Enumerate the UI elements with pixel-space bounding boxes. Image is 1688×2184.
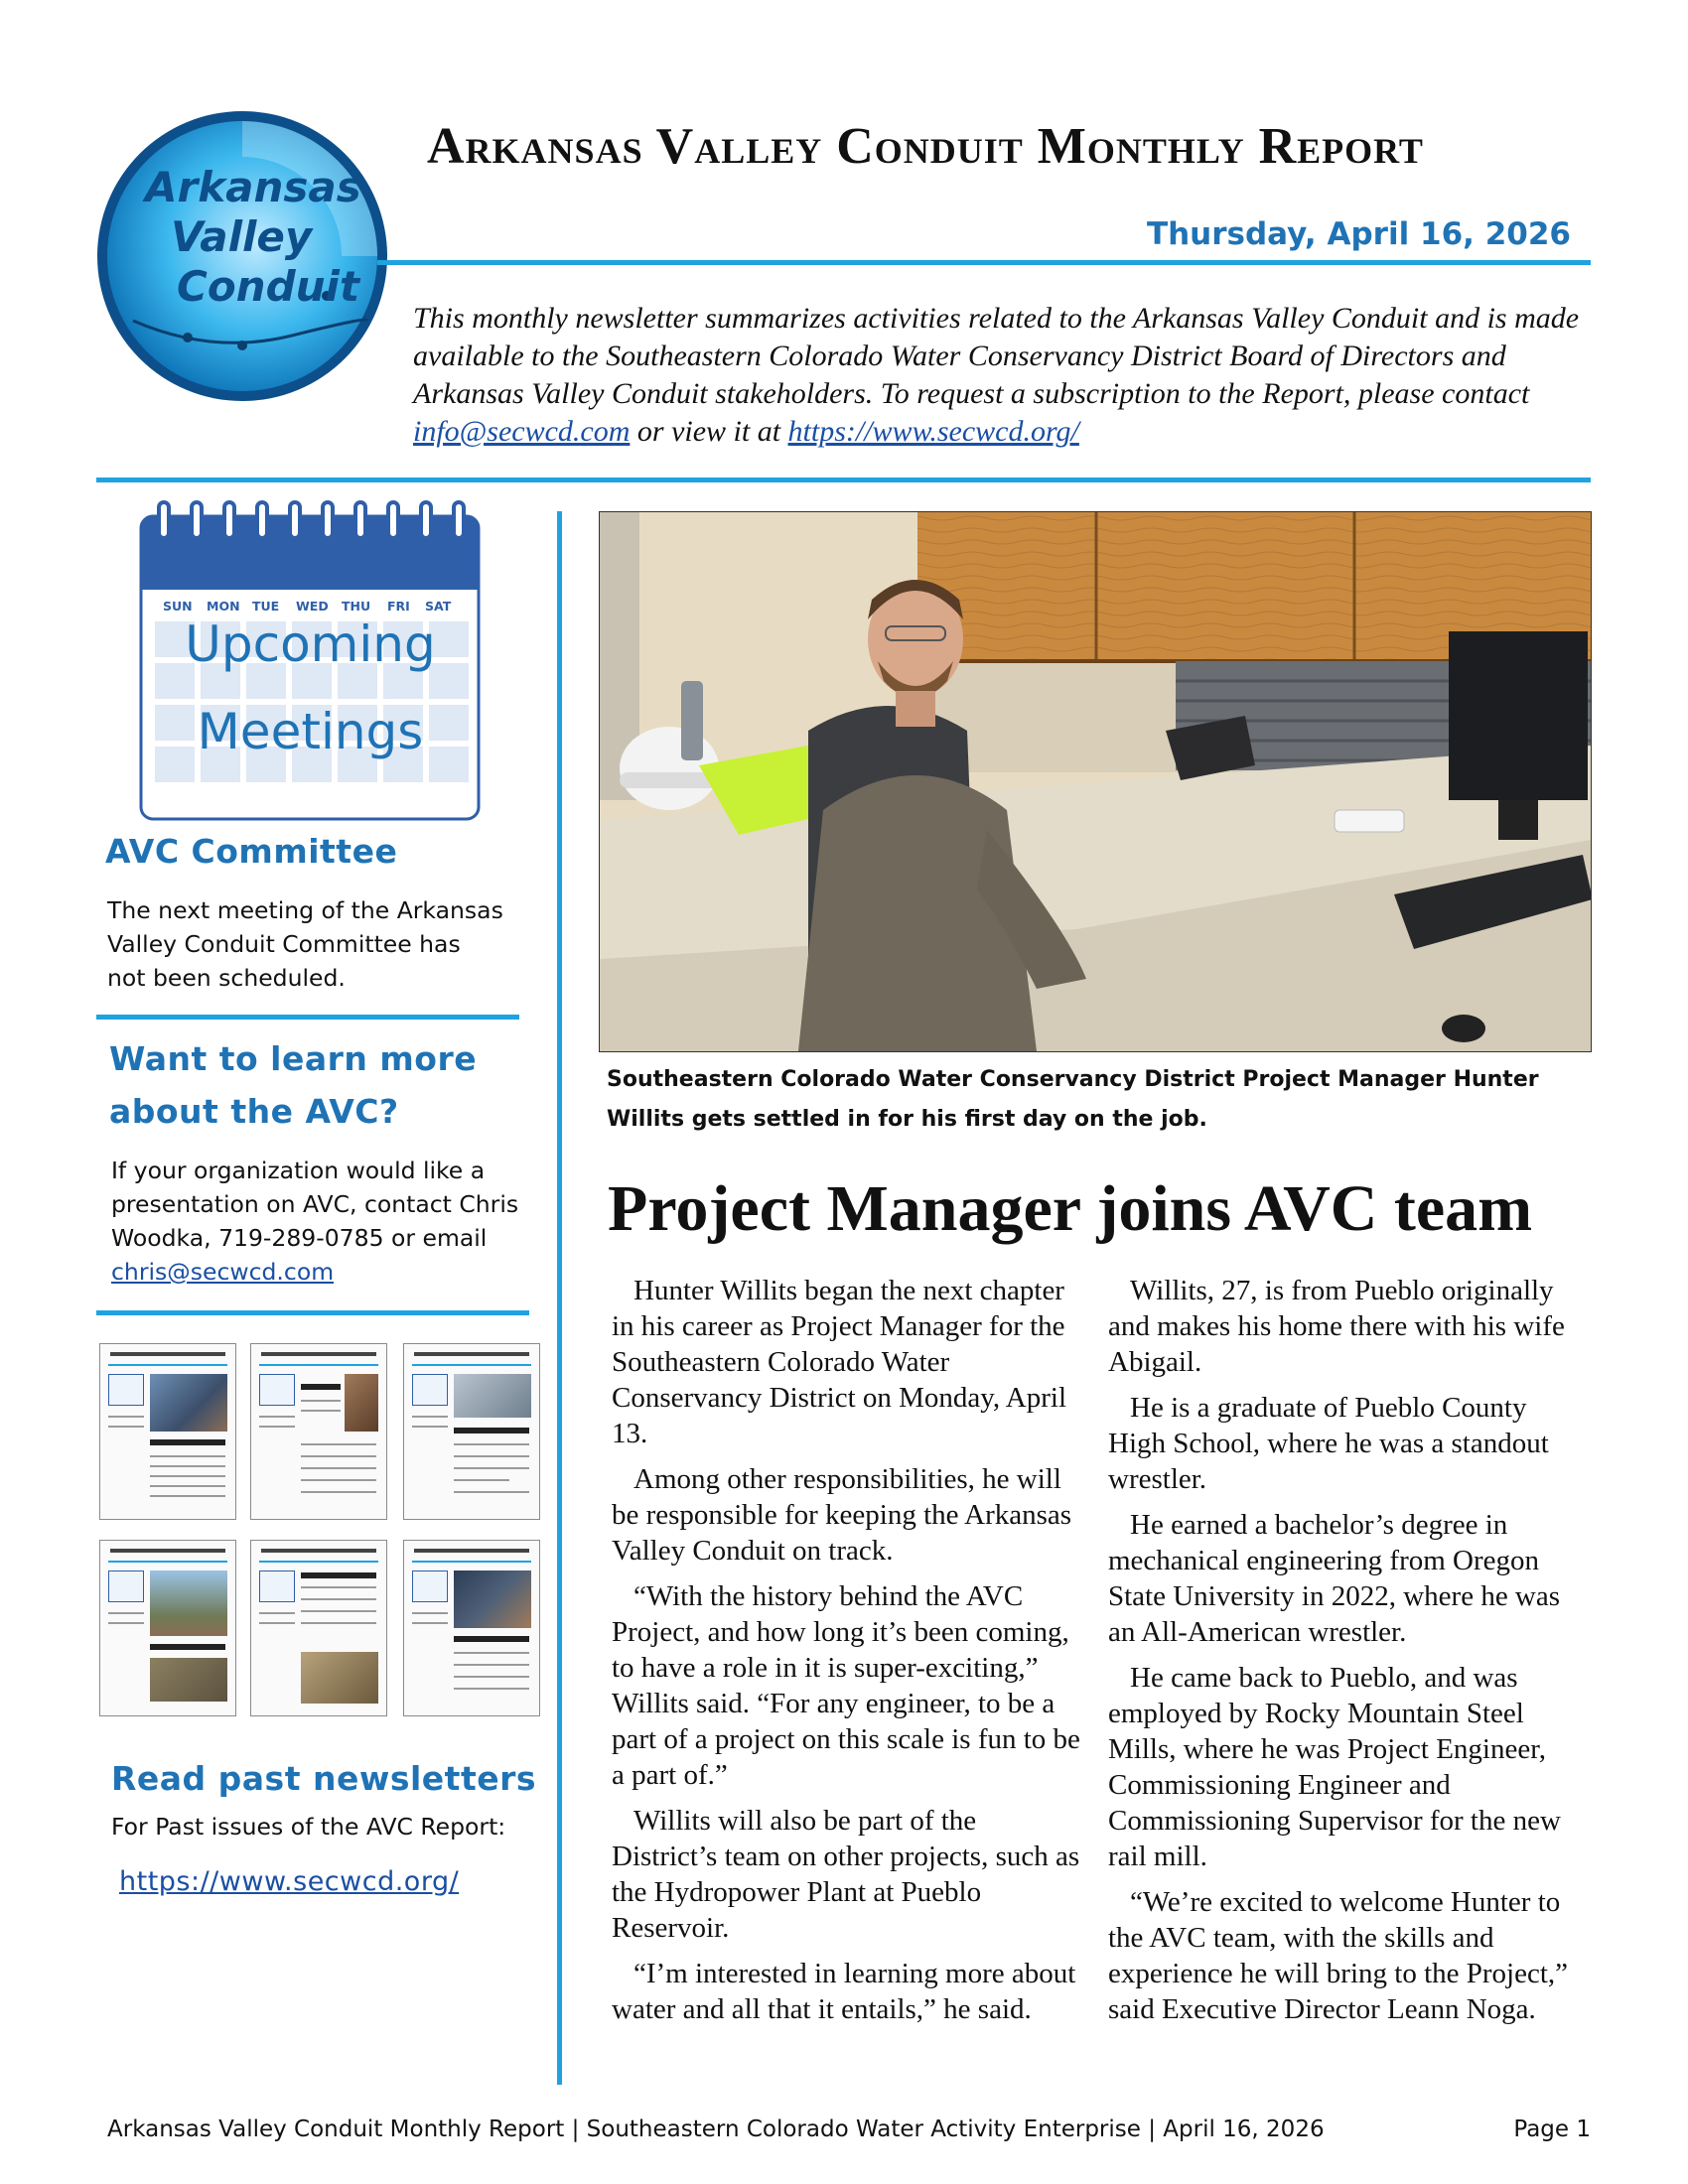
top-rule — [377, 260, 1591, 265]
learn-more-text: If your organization would like a presentation on AVC, contact Chris Woodka, 719-289-0785 or email — [111, 1157, 519, 1252]
cal-day-sat: SAT — [425, 599, 452, 614]
intro-text: This monthly newsletter summarizes activities related to the Arkansas Valley Conduit and is made available to the Southeastern Colorado Water Conservancy District Board of Directors and Arkansas Valley Conduit stakeholders. To request a subscription to the Report, please contact — [413, 302, 1580, 410]
past-issue-thumbnail[interactable] — [403, 1343, 540, 1520]
article-paragraph: He came back to Pueblo, and was employed by Rocky Mountain Steel Mills, where he was Project Engineer, Commissioning Engineer and Commissioning Supervisor for the new rail mill. — [1108, 1662, 1561, 1872]
committee-heading: AVC Committee — [105, 832, 398, 871]
logo-word-arkansas: Arkansas — [145, 163, 361, 211]
cal-day-wed: WED — [296, 599, 329, 614]
past-issue-thumbnail[interactable] — [250, 1343, 387, 1520]
article-paragraph: Hunter Willits began the next chapter in his career as Project Manager for the Southeastern Colorado Water Conservancy District on Monday, April 13. — [612, 1275, 1067, 1449]
article-paragraph: “With the history behind the AVC Project, and how long it’s been coming, to have a role in it is super-exciting,” Willits said. “For any engineer, to be a part of a project on this scale is fun to be a part of.” — [612, 1580, 1080, 1791]
column-divider — [557, 511, 562, 2085]
past-issue-thumbnail[interactable] — [99, 1343, 236, 1520]
article-column-2 — [1108, 1273, 1585, 2037]
past-issue-thumbnail[interactable] — [250, 1540, 387, 1716]
article-column-1 — [612, 1273, 1088, 2037]
logo-word-conduit: Conduit — [177, 262, 360, 311]
intro-email-link[interactable]: info@secwcd.com — [413, 415, 631, 448]
past-issue-thumbnail[interactable] — [99, 1540, 236, 1716]
cal-day-mon: MON — [207, 599, 240, 614]
cal-day-fri: FRI — [387, 599, 410, 614]
logo-word-valley: Valley — [171, 212, 313, 261]
intro-text-middle: or view it at — [630, 415, 788, 448]
past-newsletters-link[interactable]: https://www.secwcd.org/ — [119, 1866, 460, 1897]
photo-caption: Southeastern Colorado Water Conservancy District Project Manager Hunter Willits gets settled in for his first day on the job. — [607, 1067, 1539, 1132]
article-paragraph: He earned a bachelor’s degree in mechanical engineering from Oregon State University in 2022, where he was an All-American wrestler. — [1108, 1509, 1561, 1648]
sidebar-rule-1 — [96, 1015, 519, 1020]
cal-day-tue: TUE — [252, 599, 280, 614]
learn-more-heading: Want to learn more about the AVC? — [109, 1039, 478, 1131]
sidebar-rule-2 — [96, 1310, 529, 1315]
cal-day-sun: SUN — [163, 599, 193, 614]
avc-logo — [93, 107, 391, 405]
article-paragraph: “I’m interested in learning more about water and all that it entails,” he said. — [612, 1958, 1076, 2025]
article-paragraph: “We’re excited to welcome Hunter to the AVC team, with the skills and experience he will bring to the Project,” said Executive Director Leann Noga. — [1108, 1886, 1569, 2025]
article-paragraph: Among other responsibilities, he will be responsible for keeping the Arkansas Valley Conduit on track. — [612, 1463, 1072, 1567]
report-date: Thursday, April 16, 2026 — [1146, 216, 1571, 252]
committee-body: The next meeting of the Arkansas Valley Conduit Committee has not been scheduled. — [107, 896, 503, 992]
staff-photo — [599, 511, 1592, 1052]
article-paragraph: Willits will also be part of the District’s team on other projects, such as the Hydropower Plant at Pueblo Reservoir. — [612, 1805, 1080, 1944]
article-paragraph: He is a graduate of Pueblo County High School, where he was a standout wrestler. — [1108, 1392, 1549, 1495]
past-issue-thumbnail[interactable] — [403, 1540, 540, 1716]
mid-rule — [96, 478, 1591, 482]
calendar-line-upcoming: Upcoming — [185, 615, 436, 673]
past-newsletters-body: For Past issues of the AVC Report: — [111, 1813, 506, 1841]
calendar-line-meetings: Meetings — [197, 703, 424, 760]
intro-paragraph — [413, 300, 1595, 451]
page-number: Page 1 — [1513, 2116, 1591, 2142]
report-title: Arkansas Valley Conduit Monthly Report — [427, 118, 1424, 175]
past-newsletters-heading: Read past newsletters — [111, 1759, 537, 1798]
learn-more-email-link[interactable]: chris@secwcd.com — [111, 1258, 335, 1286]
learn-more-body — [111, 1154, 548, 1289]
footer-text: Arkansas Valley Conduit Monthly Report | Southeastern Colorado Water Activity Enterprise | April 16, 2026 — [107, 2116, 1325, 2142]
article-paragraph: Willits, 27, is from Pueblo originally and makes his home there with his wife Abigail. — [1108, 1275, 1565, 1378]
intro-url-link[interactable]: https://www.secwcd.org/ — [787, 415, 1079, 448]
article-headline: Project Manager joins AVC team — [608, 1172, 1533, 1245]
cal-day-thu: THU — [342, 599, 371, 614]
